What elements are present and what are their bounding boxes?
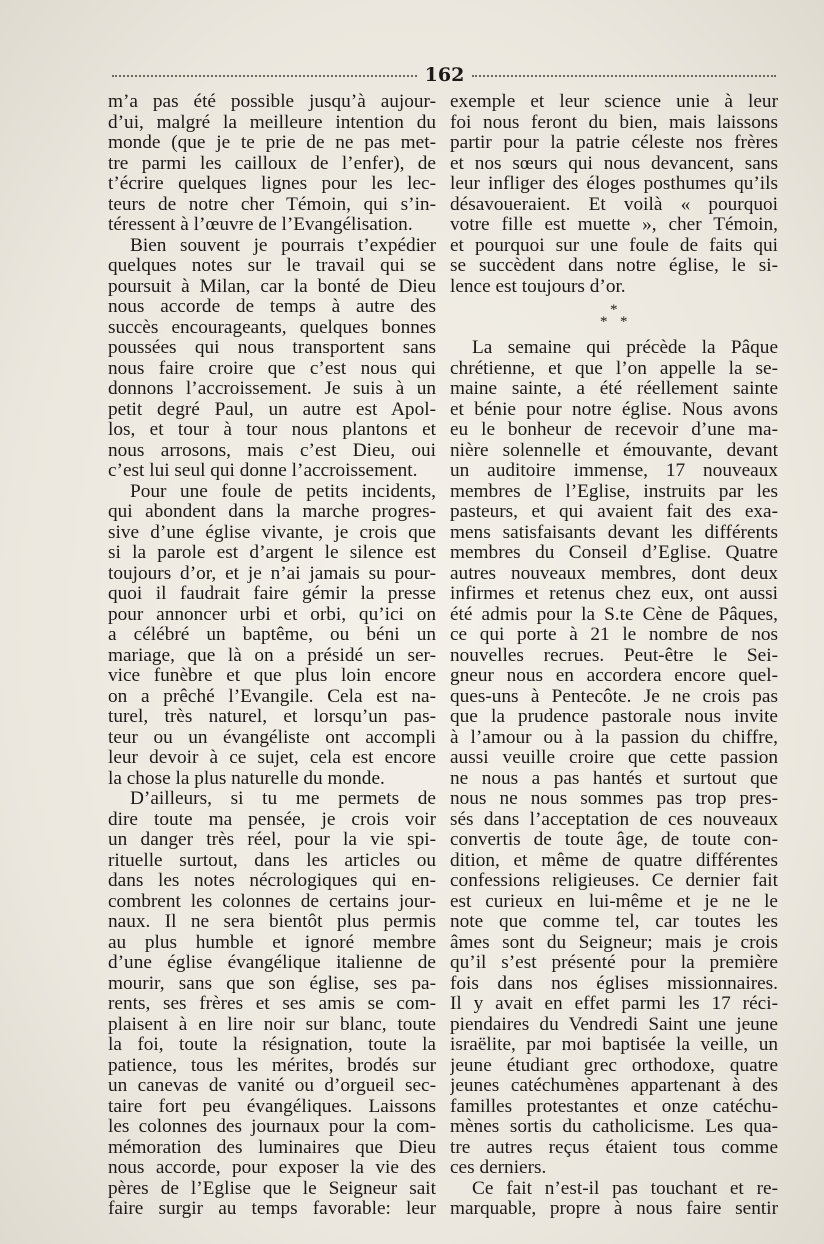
text-line: note que comme tel, car toutes les <box>450 912 778 932</box>
text-line: les colonnes des journaux pour la com- <box>108 1117 436 1137</box>
text-line: fois dans nos églises missionnaires. <box>450 973 778 994</box>
text-line: sive d’une église vivante, je crois que <box>108 522 436 543</box>
right-column-top-section <box>450 92 778 297</box>
text-line: poursuit à Milan, car la bonté de Dieu <box>108 276 436 297</box>
text-line: leur infliger des éloges posthumes qu’ils <box>450 174 778 194</box>
text-line: toujours d’or, et je n’ai jamais su pour- <box>108 563 436 584</box>
text-line: maine sainte, a été réellement sainte <box>450 379 778 399</box>
text-line: qu’il s’est présenté pour la première <box>450 953 778 973</box>
text-line: piendaires du Vendredi Saint une jeune <box>450 1014 778 1035</box>
text-line: Bien souvent je pourrais t’expédier <box>130 235 436 256</box>
text-line: tre parmi les cailloux de l’enfer), de <box>108 153 436 174</box>
text-line: aussi veuille croire que cette passion <box>450 748 778 768</box>
text-line: si la parole est d’argent le silence est <box>108 543 436 563</box>
left-column <box>108 92 436 1220</box>
text-line: jeune étudiant grec orthodoxe, quatre <box>450 1055 778 1076</box>
text-line: chrétienne, et que l’on appelle la se- <box>450 358 778 379</box>
text-line: dition, et même de quatre différentes <box>450 850 778 871</box>
text-line: au plus humble et ignoré membre <box>108 932 436 953</box>
page-number: 162 <box>424 64 465 86</box>
text-line: d’ui, malgré la meilleure intention du <box>108 112 436 133</box>
text-line: turel, très naturel, et lorsqu’un pas- <box>108 707 436 727</box>
text-line: pasteurs, et qui avaient fait des exa- <box>450 502 778 522</box>
text-line: mémoration des luminaires que Dieu <box>108 1137 436 1158</box>
text-line: teur ou un évangéliste ont accompli <box>108 727 436 748</box>
text-line: eu le bonheur de recevoir d’une ma- <box>450 420 778 440</box>
text-line: leur devoir à ce sujet, cela est encore <box>108 748 436 768</box>
text-line: qui abondent dans la marche progres- <box>108 502 436 522</box>
text-line: infirmes et retenus chez eux, ont aussi <box>450 584 778 604</box>
text-line: Pour une foule de petits incidents, <box>130 481 436 502</box>
text-line: patience, tous les mérites, brodés sur <box>108 1055 436 1076</box>
page-header <box>112 62 776 88</box>
text-line: naux. Il ne sera bientôt plus permis <box>108 912 436 932</box>
text-line: que la prudence pastorale nous invite <box>450 707 778 727</box>
text-line: succès encourageants, quelques bonnes <box>108 317 436 338</box>
text-line: m’a pas été possible jusqu’à aujour- <box>108 92 436 112</box>
text-line: plaisent à en lire noir sur blanc, toute <box>108 1014 436 1035</box>
text-line: à l’amour ou à la passion du chiffre, <box>450 727 778 748</box>
text-line: rents, ses frères et ses amis se com- <box>108 994 436 1014</box>
text-line: confessions religieuses. Ce dernier fait <box>450 871 778 891</box>
text-line: dire toute ma pensée, je crois voir <box>108 809 436 830</box>
text-line: israëlite, par moi baptisée la veille, un <box>450 1035 778 1055</box>
text-line: été admis pour la S.te Cène de Pâques, <box>450 604 778 625</box>
text-line: membres du Conseil d’Eglise. Quatre <box>450 543 778 563</box>
text-line: se succèdent dans notre église, le si- <box>450 256 778 276</box>
text-line: D’ailleurs, si tu me permets de <box>130 789 436 809</box>
text-line: quoi il faudrait faire gémir la presse <box>108 584 436 604</box>
text-line: jeunes catéchumènes appartenant à des <box>450 1076 778 1096</box>
text-line: gneur nous en accordera encore quel- <box>450 666 778 686</box>
text-line: est curieux en lui-même et je ne le <box>450 891 778 912</box>
text-line: mens satisfaisants devant les différents <box>450 522 778 543</box>
text-line: quelques notes sur le travail qui se <box>108 256 436 276</box>
text-line: c’est lui seul qui donne l’accroissement. <box>108 461 418 481</box>
text-line: foi nous feront du bien, mais laissons <box>450 112 778 133</box>
text-line: nous faire croire que c’est nous qui <box>108 358 436 379</box>
right-column-bottom-section <box>450 338 778 1220</box>
text-line: sés dans l’acceptation de ces nouveaux <box>450 809 778 830</box>
text-line: partir pour la patrie céleste nos frères <box>450 133 778 153</box>
text-line: votre fille est muette », cher Témoin, <box>450 215 778 235</box>
text-line: nous ne nous sommes pas trop pres- <box>450 789 778 809</box>
text-line: mènes sortis du catholicisme. Les qua- <box>450 1117 778 1137</box>
text-line: tre autres reçus étaient tous comme <box>450 1137 778 1158</box>
text-line: la foi, toute la résignation, toute la <box>108 1035 436 1055</box>
text-line: teurs de notre cher Témoin, qui s’in- <box>108 194 436 215</box>
text-line: un danger très réel, pour la vie spi- <box>108 830 436 850</box>
header-rule-right <box>472 75 776 77</box>
text-line: nière solennelle et émouvante, devant <box>450 440 778 461</box>
text-line: vice funèbre et que plus loin encore <box>108 666 436 686</box>
text-line: nouvelles recrues. Peut-être le Sei- <box>450 645 778 666</box>
text-line: ques-uns à Pentecôte. Je ne crois pas <box>450 686 778 707</box>
text-line: La semaine qui précède la Pâque <box>472 338 778 358</box>
text-line: donnons l’accroissement. Je suis à un <box>108 379 436 399</box>
text-line: familles protestantes et onze catéchu- <box>450 1096 778 1117</box>
text-line: marquable, propre à nous faire sentir <box>450 1199 778 1219</box>
text-line: mariage, que là on a présidé un ser- <box>108 645 436 666</box>
text-line: désavoueraient. Et voilà « pourquoi <box>450 194 778 215</box>
text-line: autres nouveaux membres, dont deux <box>450 563 778 584</box>
text-line: téressent à l’œuvre de l’Evangélisation. <box>108 215 413 235</box>
text-line: pour annoncer urbi et orbi, qu’ici on <box>108 604 436 625</box>
text-line: ces derniers. <box>450 1158 547 1178</box>
divider-star-bottom-right: * <box>620 314 628 330</box>
text-line: nous accorde de temps à autre des <box>108 297 436 317</box>
header-rule-left <box>112 75 417 77</box>
text-line: membres de l’Eglise, instruits par les <box>450 481 778 502</box>
text-line: a célébré un baptême, ou béni un <box>108 625 436 645</box>
text-line: t’écrire quelques lignes pour les lec- <box>108 174 436 194</box>
text-line: et bénie pour notre église. Nous avons <box>450 399 778 420</box>
text-line: et nos sœurs qui nous devancent, sans <box>450 153 778 174</box>
text-line: nous accorde, pour exposer la vie des <box>108 1158 436 1178</box>
text-line: d’une église évangélique italienne de <box>108 953 436 973</box>
text-line: monde (que je te prie de ne pas met- <box>108 133 436 153</box>
section-divider <box>450 297 778 338</box>
text-line: combrent les colonnes de certains jour- <box>108 891 436 912</box>
right-column <box>450 92 778 1220</box>
text-line: taire fort peu évangéliques. Laissons <box>108 1096 436 1117</box>
text-line: on a prêché l’Evangile. Cela est na- <box>108 686 436 707</box>
text-line: ce qui porte à 21 le nombre de nos <box>450 625 778 645</box>
text-line: pères de l’Eglise que le Seigneur sait <box>108 1178 436 1199</box>
text-line: un auditoire immense, 17 nouveaux <box>450 461 778 481</box>
text-line: ne nous a pas hantés et surtout que <box>450 768 778 789</box>
text-line: et pourquoi sur une foule de faits qui <box>450 235 778 256</box>
text-line: un canevas de vanité ou d’orgueil sec- <box>108 1076 436 1096</box>
text-line: dans les notes nécrologiques qui en- <box>108 871 436 891</box>
text-line: poussées qui nous transportent sans <box>108 338 436 358</box>
text-line: faire surgir au temps favorable: leur <box>108 1199 436 1219</box>
divider-star-bottom-left: * <box>600 314 608 330</box>
text-line: la chose la plus naturelle du monde. <box>108 768 385 789</box>
divider-star-top: * <box>610 302 618 318</box>
text-line: nous arrosons, mais c’est Dieu, oui <box>108 440 436 461</box>
text-line: âmes sont du Seigneur; mais je crois <box>450 932 778 953</box>
text-line: convertis de toute âge, de toute con- <box>450 830 778 850</box>
text-line: petit degré Paul, un autre est Apol- <box>108 399 436 420</box>
text-line: Ce fait n’est-il pas touchant et re- <box>472 1178 778 1199</box>
text-line: mourir, sans que son église, ses pa- <box>108 973 436 994</box>
text-line: rituelle surtout, dans les articles ou <box>108 850 436 871</box>
text-line: exemple et leur science unie à leur <box>450 92 778 112</box>
text-line: Il y avait en effet parmi les 17 réci- <box>450 994 778 1014</box>
text-line: los, et tour à tour nous plantons et <box>108 420 436 440</box>
text-line: lence est toujours d’or. <box>450 276 626 297</box>
